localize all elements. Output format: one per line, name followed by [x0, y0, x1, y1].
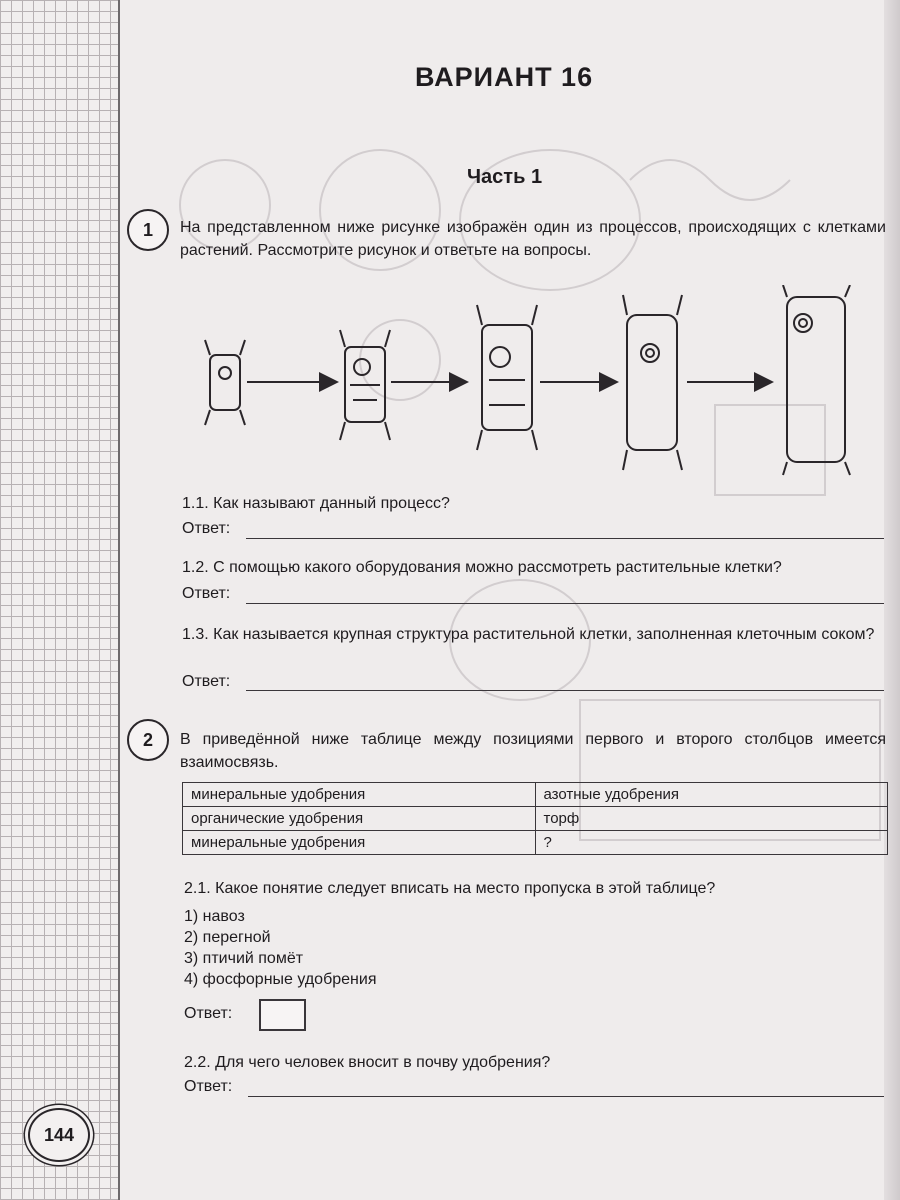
- cell-growth-figure: [195, 285, 875, 480]
- task-1-question-2: 1.2. С помощью какого оборудования можно рассмотреть растительные клетки?: [182, 559, 782, 576]
- task-1-number: 1: [127, 209, 169, 251]
- table-row: [183, 807, 888, 831]
- answer-label-1-3: Ответ:: [182, 673, 231, 690]
- cell-stage-1: [205, 340, 245, 425]
- task-1-question-3: 1.3. Как называется крупная структура растительной клетки, заполненная клеточным соком?: [182, 626, 875, 643]
- answer-box-2-1[interactable]: [259, 999, 306, 1031]
- margin-rule: [118, 0, 120, 1200]
- answer-label-1-1: Ответ:: [182, 520, 231, 537]
- option-2: 2) перегной: [184, 929, 271, 946]
- answer-line-1-3[interactable]: [246, 690, 884, 691]
- answer-label-2-2: Ответ:: [184, 1078, 233, 1095]
- relation-table: [182, 782, 888, 855]
- cell-stage-2: [340, 330, 390, 440]
- answer-line-2-2[interactable]: [248, 1096, 884, 1097]
- answer-line-1-2[interactable]: [246, 603, 884, 604]
- option-1: 1) навоз: [184, 908, 245, 925]
- answer-label-1-2: Ответ:: [182, 585, 231, 602]
- cell-stage-5: [783, 285, 850, 475]
- task-1-question-1: 1.1. Как называют данный процесс?: [182, 495, 450, 512]
- page-number: 144: [28, 1108, 90, 1162]
- table-cell: ?: [535, 831, 888, 855]
- task-2-question-1: 2.1. Какое понятие следует вписать на место пропуска в этой таблице?: [184, 880, 716, 897]
- table-cell: органические удобрения: [183, 807, 536, 831]
- table-cell: торф: [535, 807, 888, 831]
- task-2-number: 2: [127, 719, 169, 761]
- task-1-prompt: На представленном ниже рисунке изображён один из процессов, происходящих с клетками растений. Рассмотрите рисунок и ответьте на вопросы.: [180, 219, 886, 259]
- task-2-question-2: 2.2. Для чего человек вносит в почву удобрения?: [184, 1054, 551, 1071]
- table-cell: минеральные удобрения: [183, 831, 536, 855]
- table-cell: азотные удобрения: [535, 783, 888, 807]
- option-4: 4) фосфорные удобрения: [184, 971, 377, 988]
- part-title: Часть 1: [467, 166, 543, 188]
- table-row: [183, 831, 888, 855]
- answer-line-1-1[interactable]: [246, 538, 884, 539]
- variant-title: ВАРИАНТ 16: [415, 62, 594, 92]
- answer-label-2-1: Ответ:: [184, 1005, 233, 1022]
- table-row: [183, 783, 888, 807]
- table-cell: минеральные удобрения: [183, 783, 536, 807]
- option-3: 3) птичий помёт: [184, 950, 304, 967]
- cell-stage-4: [623, 295, 682, 470]
- task-2-prompt: В приведённой ниже таблице между позициями первого и второго столбцов имеется взаимосвязь.: [180, 731, 886, 771]
- cell-stage-3: [477, 305, 537, 450]
- graph-paper-margin: [0, 0, 118, 1200]
